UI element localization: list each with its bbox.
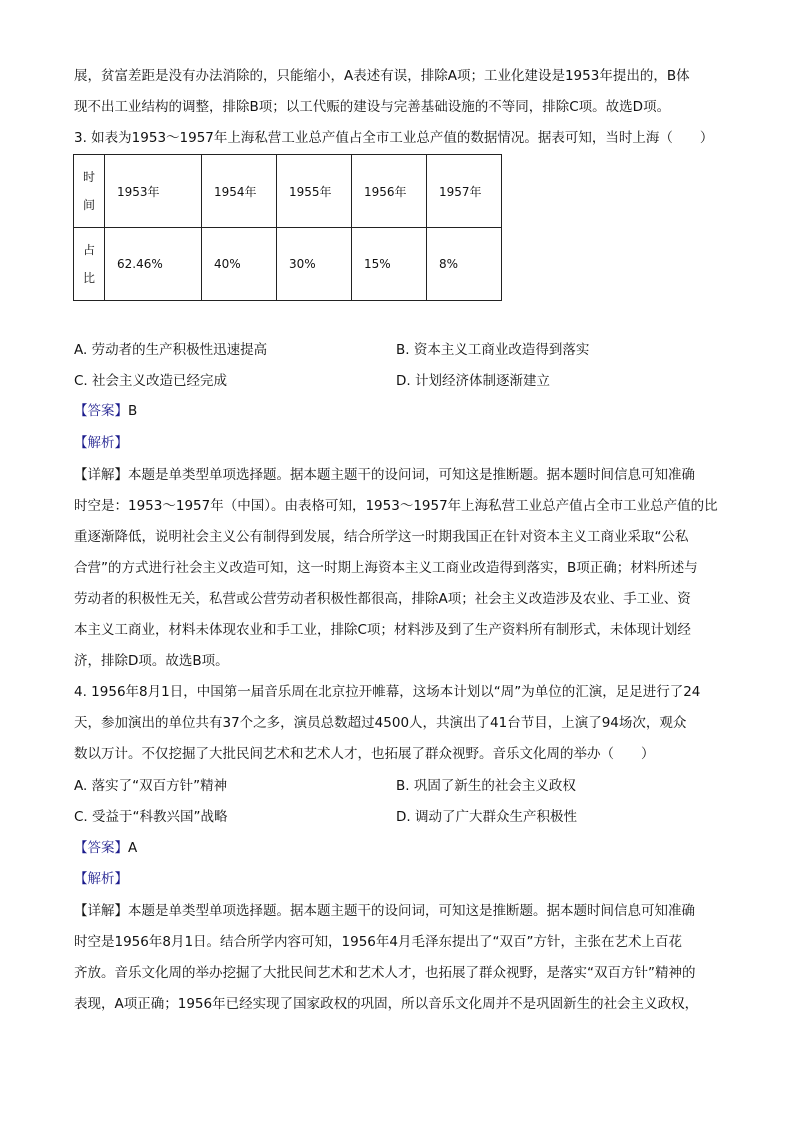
- q4-detail-line: 表现，A项正确；1956年已经实现了国家政权的巩固，所以音乐文化周并不是巩固新生的社会主义政权，: [74, 996, 699, 1012]
- table-cell: 1953年: [105, 155, 202, 228]
- q3-detail-line: 劳动者的积极性无关，私营或公营劳动者积极性都很高，排除A项；社会主义改造涉及农业、手工业、资: [74, 591, 691, 607]
- q4-stem-line: 天，参加演出的单位共有37个之多，演员总数超过4500人，共演出了41台节目，上演了94场次，观众: [74, 715, 687, 731]
- table-cell: 15%: [352, 228, 427, 301]
- q3-detail-line: 济，排除D项。故选B项。: [74, 653, 229, 669]
- q3-detail-line: 重逐渐降低，说明社会主义公有制得到发展，结合所学这一时期我国正在针对资本主义工商业采取“公私: [74, 529, 689, 545]
- q3-option-a: A. 劳动者的生产积极性迅速提高: [74, 342, 268, 358]
- q4-answer: 【答案】A: [74, 840, 138, 856]
- table-row-shares: [74, 228, 502, 301]
- table-cell: 40%: [202, 228, 277, 301]
- table-cell: 8%: [427, 228, 502, 301]
- q3-detail-line: 时空是：1953～1957年（中国）。由表格可知，1953～1957年上海私营工业总产值占全市工业总产值的比: [74, 498, 718, 514]
- q3-detail-line: 【详解】本题是单类型单项选择题。据本题主题干的设问词，可知这是推断题。据本题时间信息可知准确: [74, 467, 695, 483]
- data-table: [73, 154, 502, 301]
- question-3-stem: 3. 如表为1953～1957年上海私营工业总产值占全市工业总产值的数据情况。据表可知，当时上海（ ）: [74, 130, 714, 146]
- table-cell: 1956年: [352, 155, 427, 228]
- q4-stem-line: 4. 1956年8月1日，中国第一届音乐周在北京拉开帷幕，这场本计划以“周”为单位的汇演，足足进行了24: [74, 684, 701, 700]
- q3-answer: 【答案】B: [74, 403, 138, 419]
- q4-detail-line: 【详解】本题是单类型单项选择题。据本题主题干的设问词，可知这是推断题。据本题时间信息可知准确: [74, 903, 695, 919]
- table-row-years: [74, 155, 502, 228]
- q3-option-c: C. 社会主义改造已经完成: [74, 373, 228, 389]
- q4-detail-line: 齐放。音乐文化周的举办挖掘了大批民间艺术和艺术人才，也拓展了群众视野，是落实“双百方针”精神的: [74, 965, 696, 981]
- table-cell: 62.46%: [105, 228, 202, 301]
- q3-detail-line: 本主义工商业，材料未体现农业和手工业，排除C项；材料涉及到了生产资料所有制形式，未体现计划经: [74, 622, 691, 638]
- table-cell: 1955年: [277, 155, 352, 228]
- q3-analysis-label: 【解析】: [74, 435, 128, 451]
- q3-detail-line: 合营”的方式进行社会主义改造可知，这一时期上海资本主义工商业改造得到落实，B项正确；材料所述与: [74, 560, 698, 576]
- q4-option-d: D. 调动了广大群众生产积极性: [396, 809, 577, 825]
- q4-option-b: B. 巩固了新生的社会主义政权: [396, 778, 576, 794]
- q4-option-a: A. 落实了“双百方针”精神: [74, 778, 228, 794]
- q4-analysis-label: 【解析】: [74, 871, 128, 887]
- text-line: 展，贫富差距是没有办法消除的，只能缩小，A表述有误，排除A项；工业化建设是1953年提出的，B体: [74, 68, 690, 84]
- q4-option-c: C. 受益于“科教兴国”战略: [74, 809, 228, 825]
- table-cell: 1957年: [427, 155, 502, 228]
- q3-option-d: D. 计划经济体制逐渐建立: [396, 373, 550, 389]
- text-line: 现不出工业结构的调整，排除B项；以工代赈的建设与完善基础设施的不等同，排除C项。故选D项。: [74, 99, 671, 115]
- row-header-share: 占 比: [74, 228, 105, 301]
- q4-detail-line: 时空是1956年8月1日。结合所学内容可知，1956年4月毛泽东提出了“双百”方针，主张在艺术上百花: [74, 934, 682, 950]
- table-cell: 1954年: [202, 155, 277, 228]
- table-cell: 30%: [277, 228, 352, 301]
- q3-option-b: B. 资本主义工商业改造得到落实: [396, 342, 590, 358]
- row-header-time: 时 间: [74, 155, 105, 228]
- q4-stem-line: 数以万计。不仅挖掘了大批民间艺术和艺术人才，也拓展了群众视野。音乐文化周的举办（ ）: [74, 746, 655, 762]
